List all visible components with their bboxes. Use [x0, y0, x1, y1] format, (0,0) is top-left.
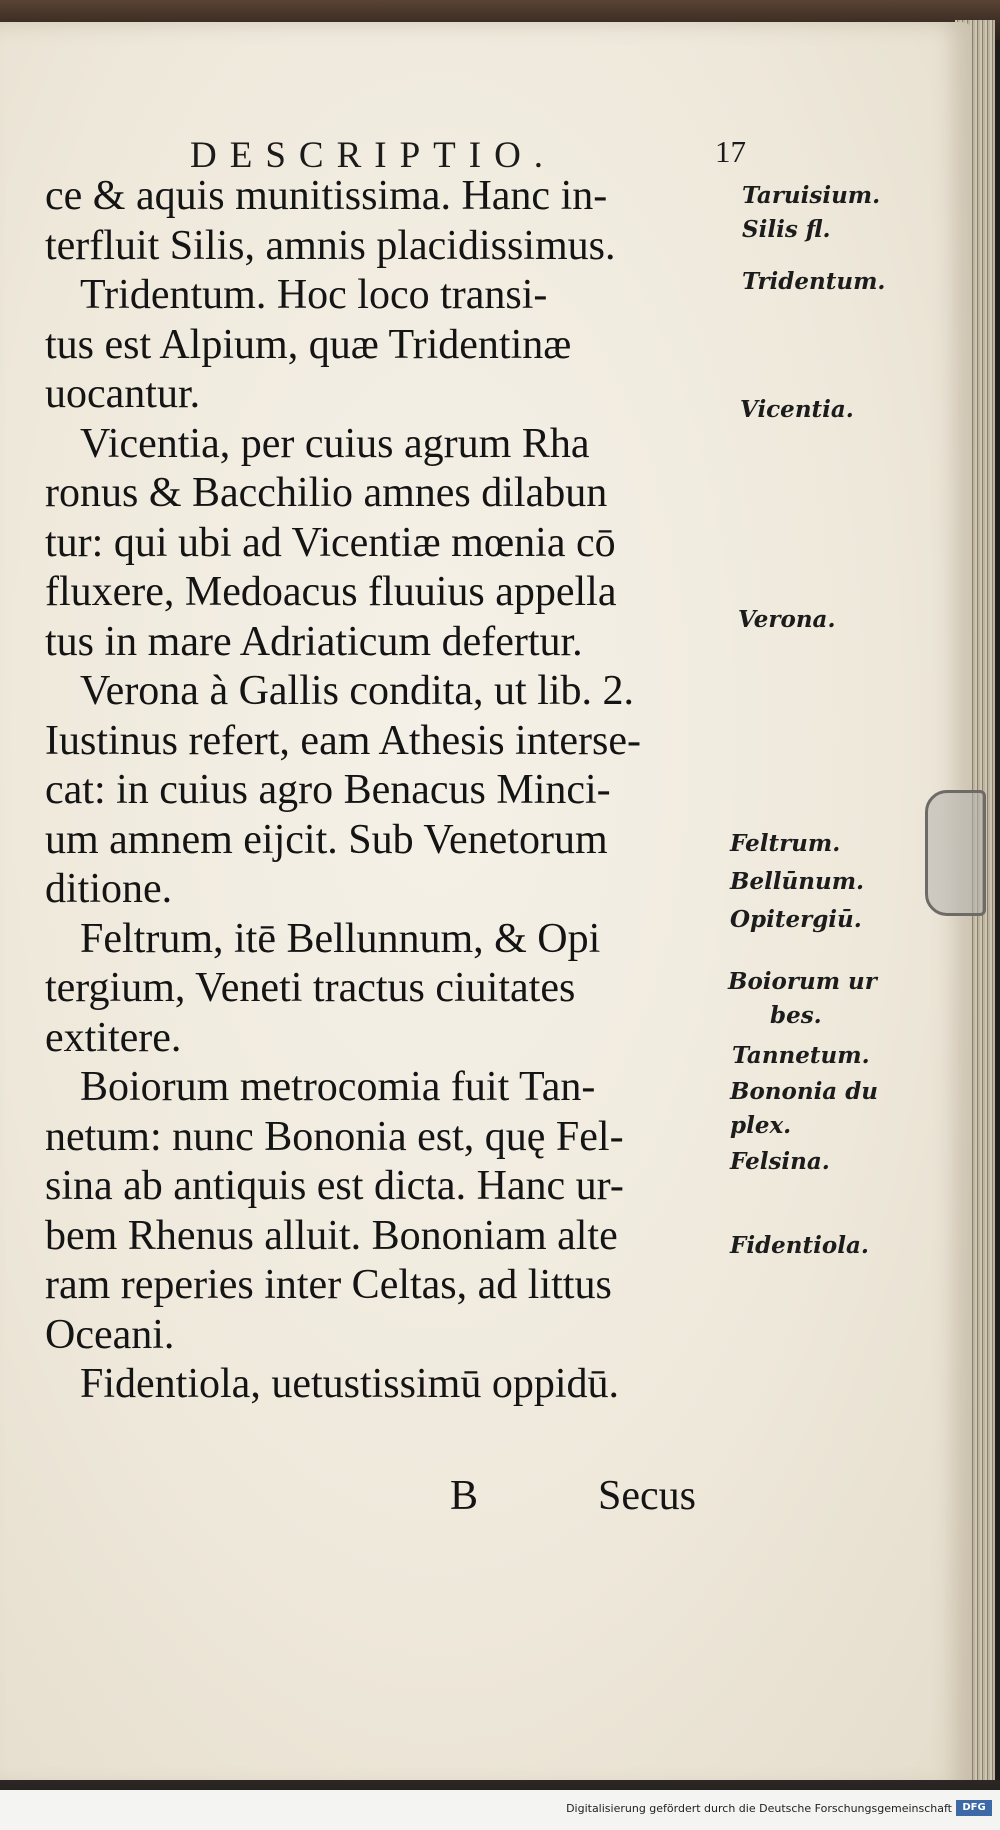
marginal-note: Verona. — [738, 606, 836, 633]
text-line: Tridentum. Hoc loco transi- — [80, 272, 548, 318]
marginal-note: bes. — [770, 1002, 822, 1029]
marginal-note: plex. — [730, 1112, 792, 1139]
text-line: cat: in cuius agro Benacus Minci- — [45, 767, 611, 813]
text-line: terfluit Silis, amnis placidissimus. — [45, 222, 616, 269]
marginal-note: Boiorum ur — [728, 968, 877, 995]
text-line: uocantur. — [45, 371, 201, 417]
text-line: Verona à Gallis condita, ut lib. 2. — [80, 668, 635, 714]
page-clip — [925, 790, 986, 916]
funding-credit: Digitalisierung gefördert durch die Deutsche Forschungsgemeinschaft — [566, 1802, 952, 1815]
marginal-note: Tridentum. — [742, 268, 886, 295]
marginal-note: Feltrum. — [730, 830, 841, 857]
marginal-note: Opitergiū. — [730, 906, 862, 933]
text-line: bem Rhenus alluit. Bononiam alte — [45, 1212, 618, 1259]
marginal-note: Vicentia. — [740, 396, 854, 423]
book-page — [0, 22, 972, 1790]
signature-mark: B — [450, 1473, 479, 1519]
text-line: Vicentia, per cuius agrum Rha — [80, 420, 590, 467]
text-line: tus est Alpium, quæ Tridentinæ — [45, 321, 572, 368]
text-line: ce & aquis munitissima. Hanc in- — [45, 173, 608, 219]
page-number: 17 — [715, 134, 746, 169]
footer-bar — [0, 1790, 1000, 1830]
text-line: ditione. — [45, 866, 173, 912]
marginal-note: Bellūnum. — [730, 868, 865, 895]
main-text-block — [45, 172, 735, 1410]
text-line: Oceani. — [45, 1311, 175, 1358]
text-line: Boiorum metrocomia fuit Tan- — [80, 1064, 596, 1110]
text-line: Fidentiola, uetustissimū oppidū. — [80, 1361, 620, 1407]
text-line: extitere. — [45, 1014, 182, 1061]
marginal-note: Tannetum. — [732, 1042, 870, 1069]
catchword: Secus — [598, 1473, 696, 1519]
text-line: Iustinus refert, eam Athesis interse- — [45, 717, 641, 764]
text-line: ram reperies inter Celtas, ad littus — [45, 1262, 612, 1308]
text-line: sina ab antiquis est dicta. Hanc ur- — [45, 1163, 624, 1209]
marginal-note: Taruisium. — [742, 182, 881, 209]
marginal-note: Silis fl. — [742, 216, 831, 243]
marginal-note: Bononia du — [730, 1078, 879, 1105]
text-line: tergium, Veneti tractus ciuitates — [45, 965, 576, 1011]
text-line: tus in mare Adriaticum defertur. — [45, 618, 583, 665]
text-line: netum: nunc Bononia est, quę Fel- — [45, 1113, 624, 1160]
marginal-note: Fidentiola. — [730, 1232, 869, 1259]
text-line: ronus & Bacchilio amnes dilabun — [45, 470, 608, 516]
marginal-note: Felsina. — [730, 1148, 830, 1175]
text-line: um amnem eijcit. Sub Venetorum — [45, 816, 608, 863]
dfg-logo-icon: DFG — [956, 1800, 992, 1816]
text-line: Feltrum, itē Bellunnum, & Opi — [80, 915, 601, 962]
text-line: fluxere, Medoacus fluuius appella — [45, 569, 617, 615]
text-line: tur: qui ubi ad Vicentiæ mœnia cō — [45, 519, 616, 566]
running-head: DESCRIPTIO. — [190, 135, 557, 176]
